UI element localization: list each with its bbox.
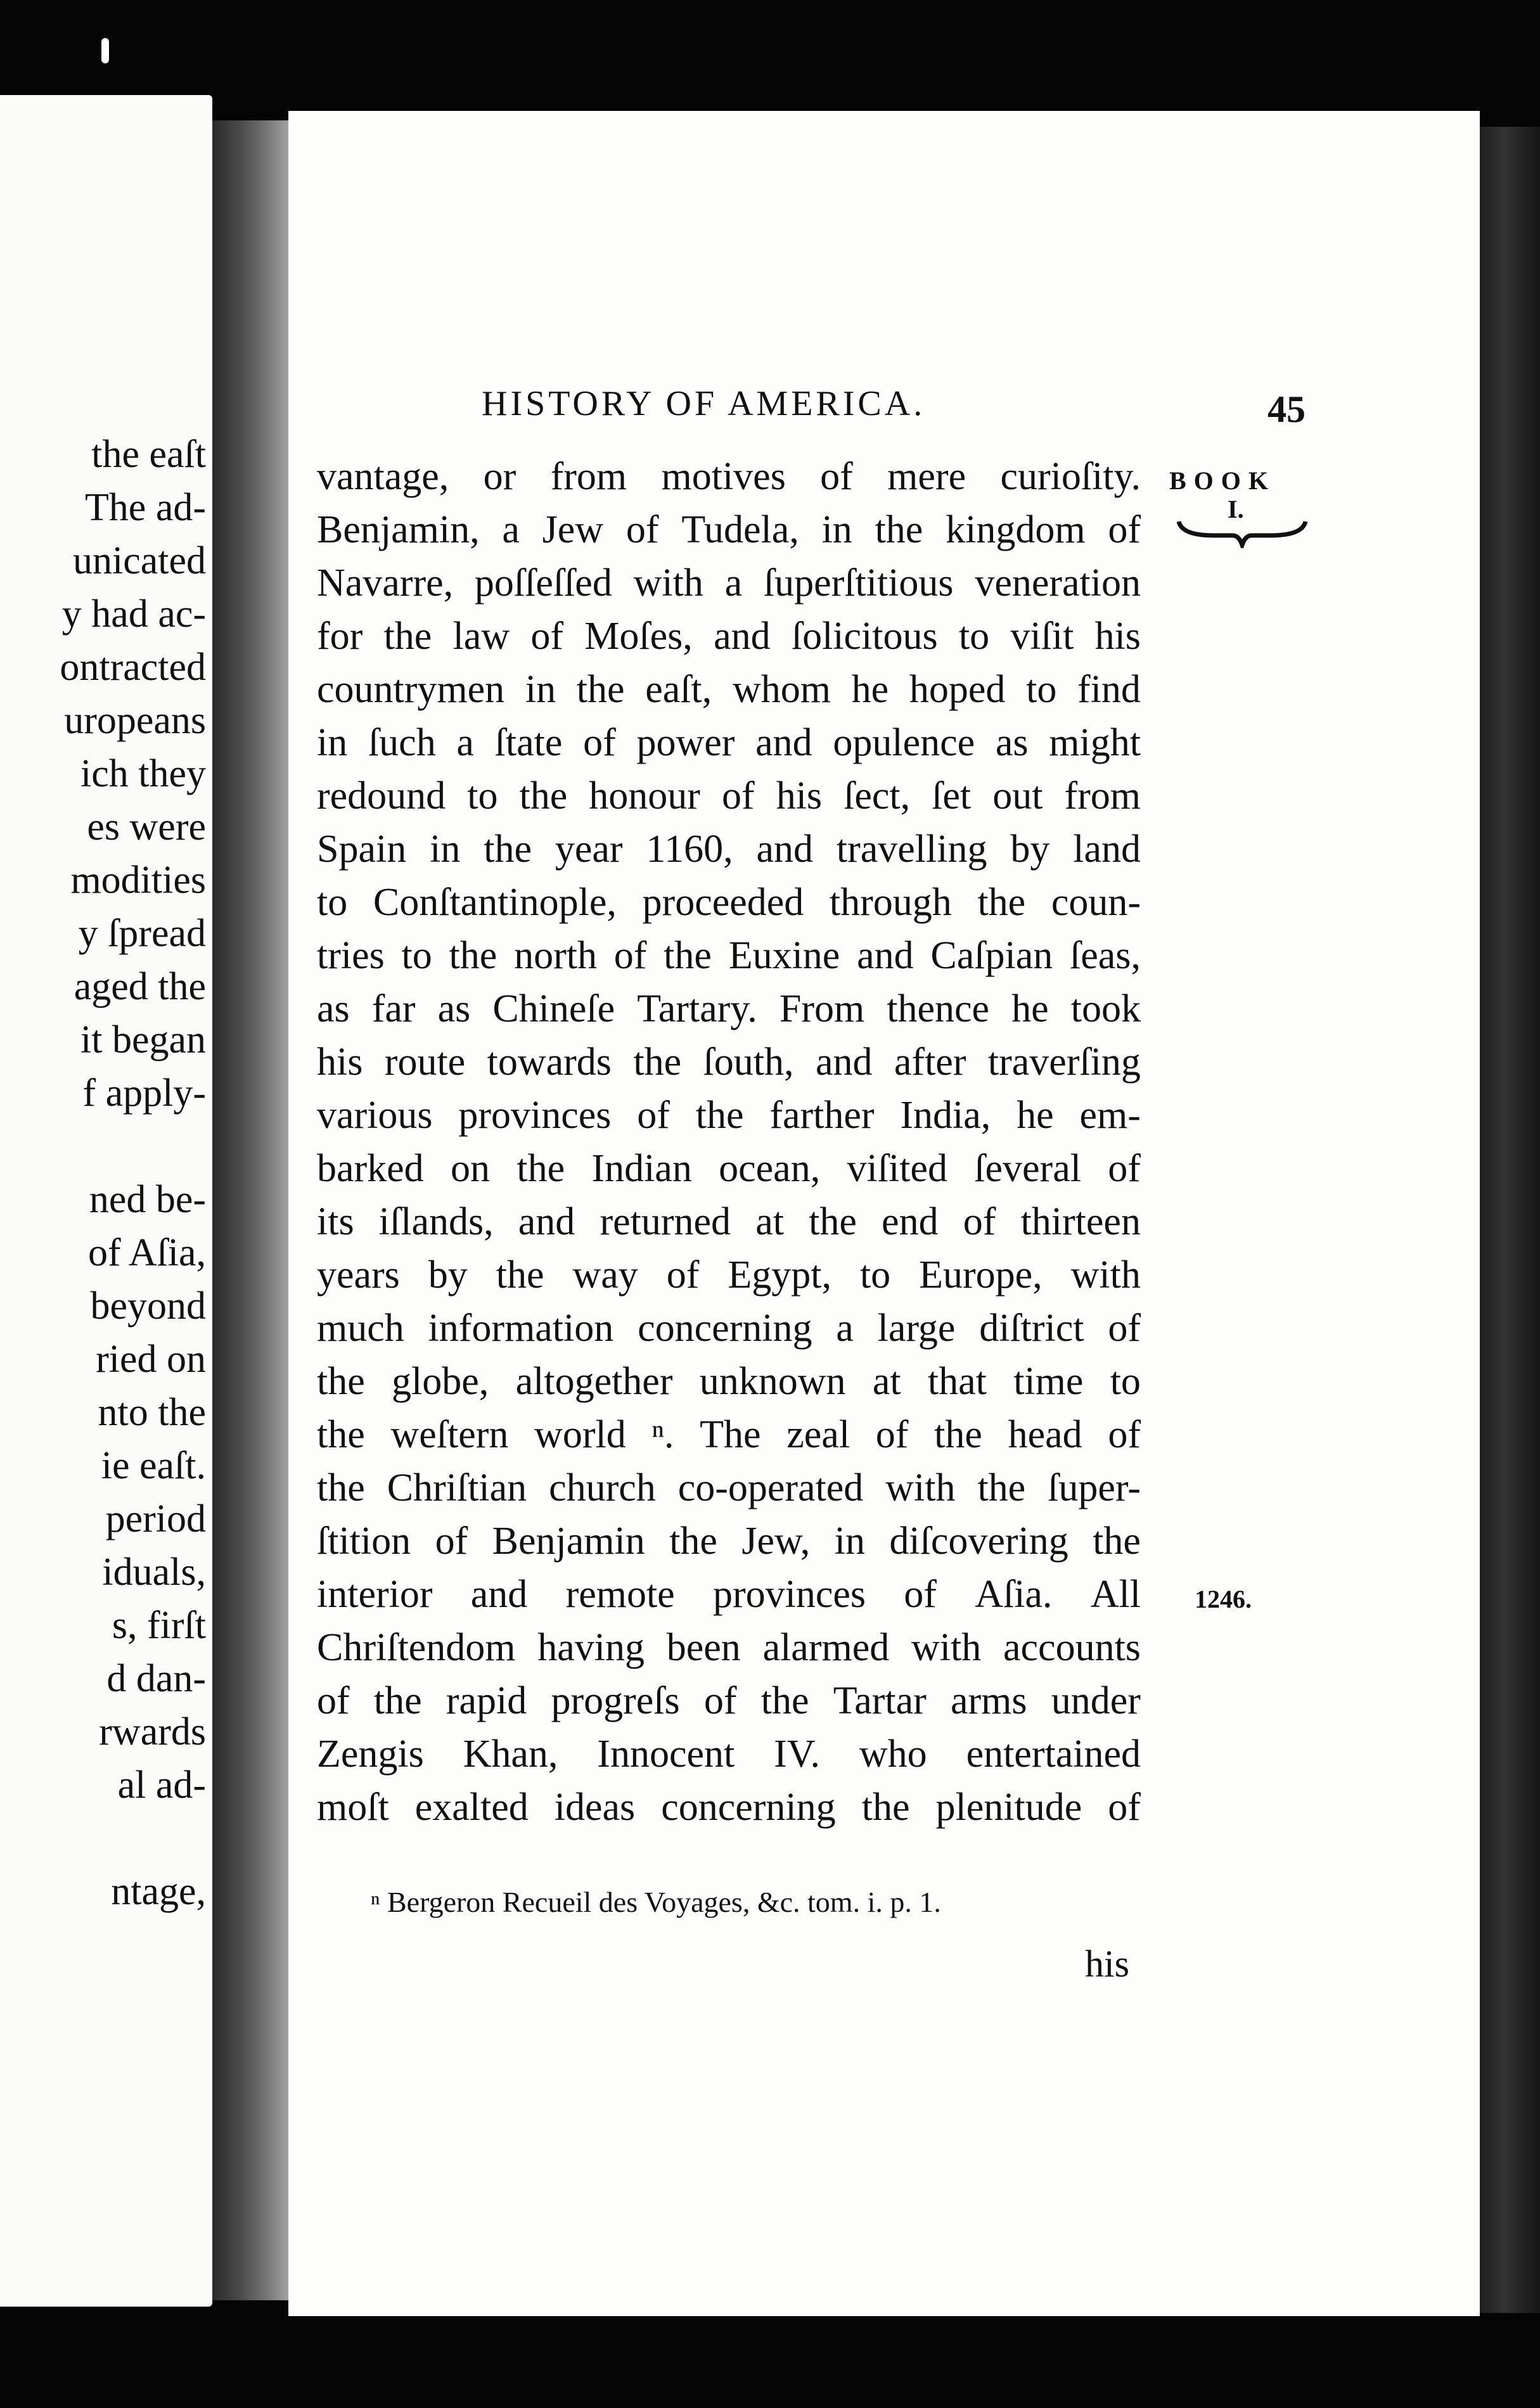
left-page-line: rwards	[99, 1710, 206, 1753]
left-page-line: y ſpread	[78, 912, 206, 955]
body-line: vantage, or from motives of mere curioſity.	[317, 455, 1141, 498]
footnote: ⁿ Bergeron Recueil des Voyages, &c. tom. i. p. 1.	[371, 1886, 941, 1918]
body-line: years by the way of Egypt, to Europe, with	[317, 1253, 1141, 1297]
margin-year-note: 1246.	[1195, 1585, 1252, 1613]
left-page-line: of Aſia,	[88, 1231, 206, 1274]
body-line: to Conſtantinople, proceeded through the coun-	[317, 881, 1141, 924]
left-page-line: modities	[70, 859, 206, 902]
left-page-line: period	[105, 1497, 206, 1540]
left-page-line: al ad-	[117, 1764, 206, 1807]
left-page-line: ich they	[80, 752, 206, 795]
body-line: Navarre, poſſeſſed with a ſuperſtitious veneration	[317, 561, 1141, 605]
left-page-text	[60, 428, 206, 1918]
left-page-line: s, firſt	[112, 1604, 206, 1647]
body-line: the globe, altogether unknown at that time to	[317, 1360, 1141, 1403]
running-head: HISTORY OF AMERICA.	[482, 384, 926, 423]
body-line: interior and remote provinces of Aſia. All	[317, 1573, 1141, 1616]
body-line: ſtition of Benjamin the Jew, in diſcovering the	[317, 1520, 1141, 1563]
left-page-line: y had ac-	[61, 592, 206, 636]
left-page-line: es were	[87, 805, 206, 849]
left-page-line: nto the	[98, 1391, 206, 1434]
scan-speck	[101, 38, 109, 63]
body-text	[317, 450, 1141, 1834]
body-line: Benjamin, a Jew of Tudela, in the kingdom of	[317, 508, 1141, 551]
left-page-line: d dan-	[106, 1657, 206, 1700]
body-line: the Chriſtian church co-operated with the ſuper-	[317, 1466, 1141, 1509]
left-page-line: beyond	[90, 1284, 206, 1328]
left-page-line: ned be-	[89, 1178, 206, 1221]
body-line: his route towards the ſouth, and after traverſing	[317, 1041, 1141, 1084]
body-line: its iſlands, and returned at the end of thirteen	[317, 1200, 1141, 1243]
body-line: various provinces of the farther India, he em-	[317, 1094, 1141, 1137]
body-line: much information concerning a large diſtrict of	[317, 1307, 1141, 1350]
margin-brace-ornament	[1176, 516, 1309, 548]
page-edge	[1480, 127, 1540, 2313]
left-page-line: ontracted	[60, 646, 206, 689]
left-page-line	[60, 1812, 206, 1865]
body-line: the weſtern world ⁿ. The zeal of the head of	[317, 1413, 1141, 1456]
body-line: Chriſtendom having been alarmed with accounts	[317, 1626, 1141, 1669]
body-line: redound to the honour of his ſect, ſet out from	[317, 774, 1141, 817]
left-page-line: ie eaſt.	[101, 1444, 206, 1487]
body-line: Zengis Khan, Innocent IV. who entertained	[317, 1732, 1141, 1776]
left-page	[0, 95, 212, 2307]
book-gutter	[212, 120, 292, 2300]
left-page-line: ntage,	[111, 1870, 206, 1913]
body-line: Spain in the year 1160, and travelling by land	[317, 828, 1141, 871]
margin-book-label: BOOK	[1169, 466, 1276, 495]
body-line: of the rapid progreſs of the Tartar arms under	[317, 1679, 1141, 1722]
left-page-line: f apply-	[82, 1072, 206, 1115]
left-page-line: The ad-	[84, 486, 206, 529]
body-line: countrymen in the eaſt, whom he hoped to find	[317, 668, 1141, 711]
catchword: his	[1085, 1943, 1130, 1985]
left-page-line: aged the	[74, 965, 206, 1008]
body-line: tries to the north of the Euxine and Caſpian ſeas,	[317, 934, 1141, 977]
body-line: for the law of Moſes, and ſolicitous to viſit his	[317, 615, 1141, 658]
left-page-line	[60, 1120, 206, 1173]
left-page-line: unicated	[72, 539, 206, 582]
body-line: barked on the Indian ocean, viſited ſeveral of	[317, 1147, 1141, 1190]
body-line: as far as Chineſe Tartary. From thence he took	[317, 987, 1141, 1030]
body-line: moſt exalted ideas concerning the plenitude of	[317, 1786, 1141, 1829]
left-page-line: uropeans	[64, 699, 206, 742]
left-page-line: ried on	[96, 1338, 206, 1381]
left-page-line: the eaſt	[91, 433, 206, 476]
left-page-line: it began	[80, 1018, 206, 1061]
page-number: 45	[1267, 388, 1306, 430]
left-page-line: iduals,	[102, 1551, 206, 1594]
body-line: in ſuch a ſtate of power and opulence as might	[317, 721, 1141, 764]
margin-volume-label: I.	[1228, 495, 1244, 523]
